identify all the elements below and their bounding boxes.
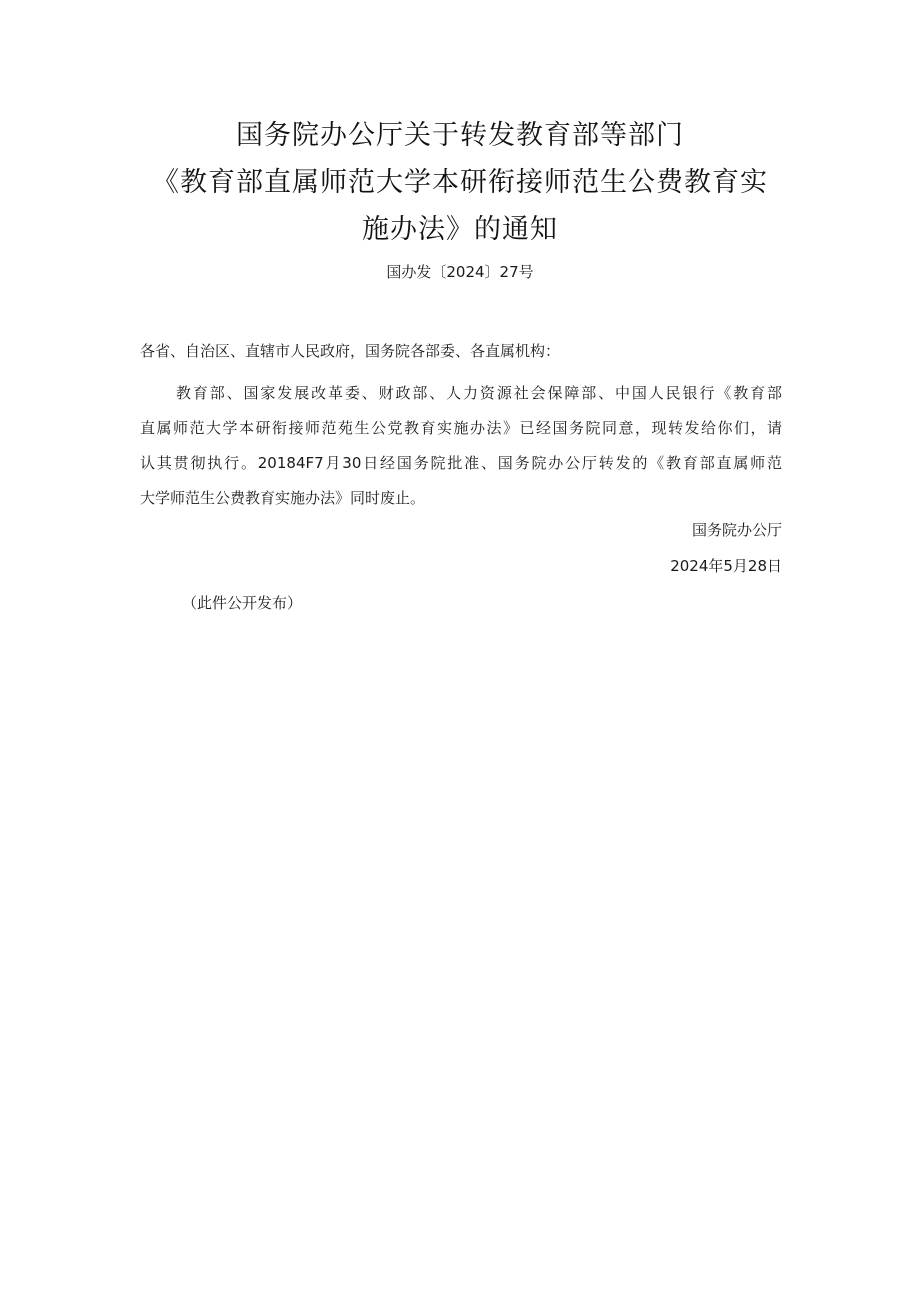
body-line-3: 认其贯彻执行。20184F7月30日经国务院批准、国务院办公厅转发的《教育部直属师范 [140, 454, 782, 472]
title-line-1: 国务院办公厅关于转发教育部等部门 [236, 120, 684, 151]
document-title [140, 112, 780, 253]
public-release-note: （此件公开发布） [182, 594, 303, 612]
addressee: 各省、自治区、直辖市人民政府，国务院各部委、各直属机构： [140, 342, 561, 360]
issuing-authority: 国务院办公厅 [691, 521, 782, 539]
title-line-2: 《教育部直属师范大学本研衔接师范生公费教育实 [152, 167, 768, 198]
document-number: 国办发〔2024〕27号 [386, 263, 534, 281]
title-line-3: 施办法》的通知 [362, 214, 558, 245]
body-line-4: 大学师范生公费教育实施办法》同时废止。 [140, 489, 426, 507]
body-paragraph [140, 376, 782, 516]
body-line-1: 教育部、国家发展改革委、财政部、人力资源社会保障部、中国人民银行《教育部 [176, 384, 782, 402]
body-line-2: 直属师范大学本研衔接师范苑生公党教育实施办法》已经国务院同意，现转发给你们，请 [140, 419, 782, 437]
issue-date: 2024年5月28日 [670, 557, 782, 575]
